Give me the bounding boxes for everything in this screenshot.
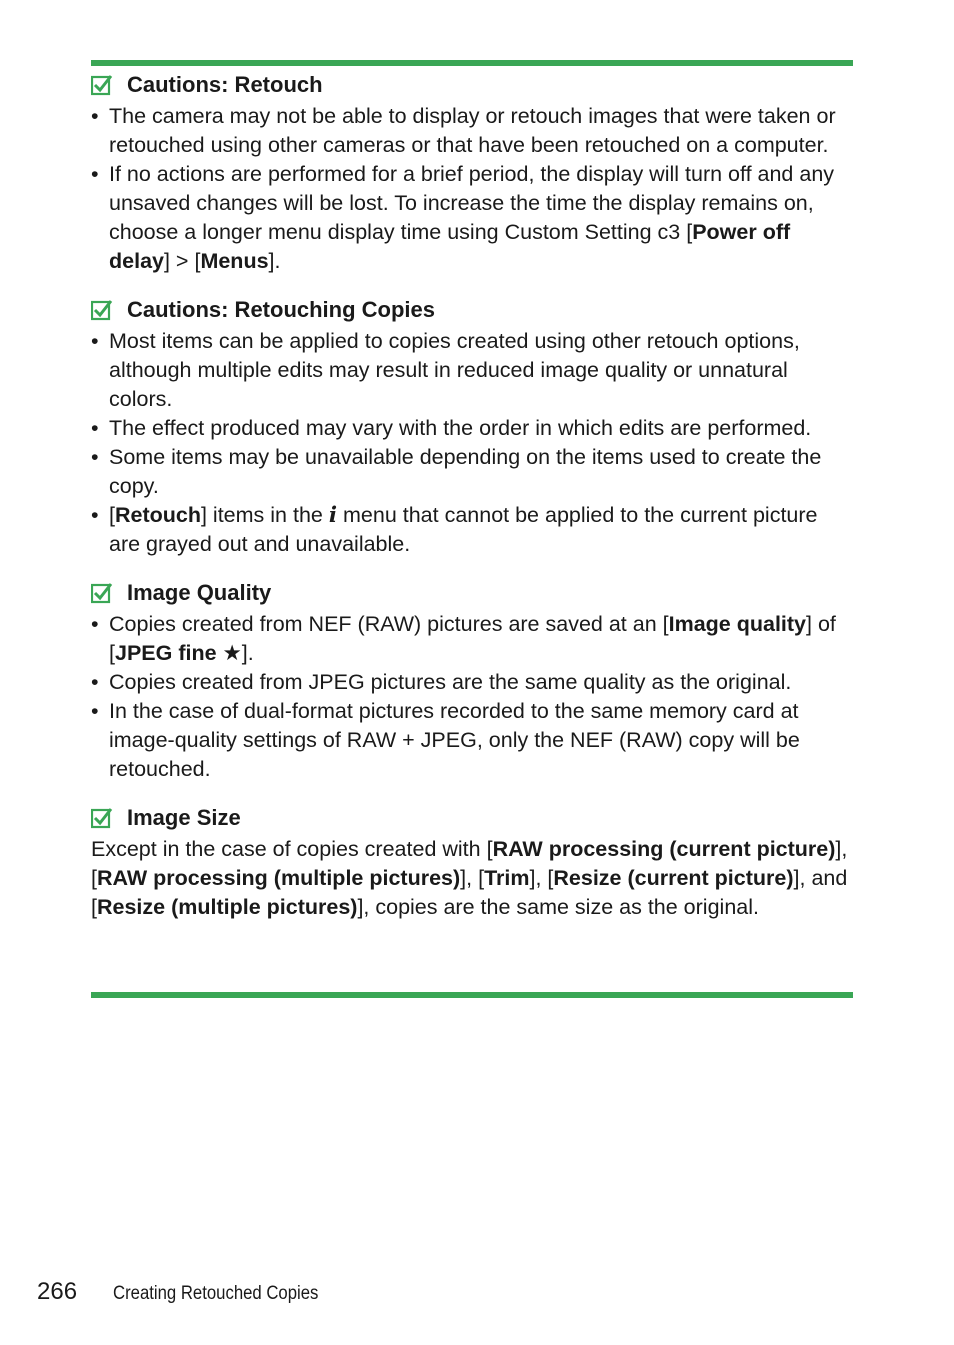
text-run: In the case of dual-format pictures recorded to the same memory card at image-quality settings of RAW + JPEG, only the NEF (RAW) copy will be retouched. bbox=[109, 699, 800, 781]
page-number: 266 bbox=[37, 1278, 78, 1305]
running-title: Creating Retouched Copies bbox=[113, 1283, 319, 1304]
check-note-icon bbox=[91, 807, 113, 829]
text-run: ], [ bbox=[460, 866, 485, 890]
text-run: Some items may be unavailable depending on the items used to create the copy. bbox=[109, 445, 822, 498]
text-run: Copies created from NEF (RAW) pictures are saved at an [ bbox=[109, 612, 669, 636]
text-run: ] > [ bbox=[163, 249, 201, 273]
page-footer bbox=[37, 1278, 346, 1306]
bold-term: Trim bbox=[484, 866, 530, 890]
list-item bbox=[91, 102, 853, 160]
text-run: ] of [ bbox=[109, 612, 836, 665]
check-note-icon bbox=[91, 299, 113, 321]
section-cautions-retouching-copies bbox=[91, 293, 853, 559]
i-menu-icon: i bbox=[328, 503, 338, 528]
bullet-list bbox=[91, 102, 853, 276]
list-item bbox=[91, 610, 853, 668]
list-item bbox=[91, 697, 853, 784]
section-image-size bbox=[91, 801, 853, 922]
text-run: Except in the case of copies created with [ bbox=[91, 837, 493, 861]
list-item bbox=[91, 327, 853, 414]
text-run: ], [ bbox=[529, 866, 554, 890]
text-run: Most items can be applied to copies created using other retouch options, although multiple edits may result in reduced image quality or unnatural colors. bbox=[109, 329, 800, 411]
bold-term: Menus bbox=[200, 249, 269, 273]
list-item bbox=[91, 443, 853, 501]
bold-term: Resize (multiple pictures) bbox=[96, 895, 358, 919]
size-paragraph bbox=[91, 835, 853, 922]
text-run: ] items in the bbox=[200, 503, 329, 527]
bold-term: Image quality bbox=[668, 612, 807, 636]
text-run: ], and [ bbox=[91, 866, 848, 919]
bold-term: RAW processing (current picture) bbox=[492, 837, 836, 861]
section-heading bbox=[91, 576, 853, 610]
section-title: Image Size bbox=[127, 805, 241, 830]
text-run: ], copies are the same size as the original. bbox=[357, 895, 759, 919]
list-item bbox=[91, 160, 853, 276]
list-item bbox=[91, 668, 853, 697]
top-divider bbox=[91, 60, 853, 66]
text-run: The effect produced may vary with the order in which edits are performed. bbox=[109, 416, 812, 440]
bullet-list bbox=[91, 327, 853, 559]
text-run: ], [ bbox=[91, 837, 848, 890]
list-item bbox=[91, 414, 853, 443]
text-run: Copies created from JPEG pictures are the same quality as the original. bbox=[109, 670, 792, 694]
bold-term: Resize (current picture) bbox=[553, 866, 794, 890]
section-heading bbox=[91, 801, 853, 835]
text-run: ]. bbox=[241, 641, 254, 665]
text-run: ]. bbox=[268, 249, 281, 273]
bold-term: Power off delay bbox=[109, 220, 791, 273]
bullet-list bbox=[91, 610, 853, 784]
bold-term: RAW processing (multiple pictures) bbox=[96, 866, 461, 890]
text-run: menu that cannot be applied to the current picture are grayed out and unavailable. bbox=[109, 503, 818, 556]
text-run: [ bbox=[109, 503, 115, 527]
text-run: If no actions are performed for a brief period, the display will turn off and any unsaved changes will be lost. To increase the time the display remains on, choose a longer menu display time using Custom Setting c3 [ bbox=[109, 162, 835, 244]
section-heading bbox=[91, 68, 853, 102]
section-title: Cautions: Retouch bbox=[127, 72, 323, 97]
check-note-icon bbox=[91, 582, 113, 604]
section-heading bbox=[91, 293, 853, 327]
check-note-icon bbox=[91, 74, 113, 96]
section-title: Cautions: Retouching Copies bbox=[127, 297, 435, 322]
bottom-divider bbox=[91, 992, 853, 998]
section-cautions-retouch bbox=[91, 68, 853, 276]
content bbox=[91, 68, 853, 939]
section-image-quality bbox=[91, 576, 853, 784]
bold-term: JPEG fine ★ bbox=[114, 641, 242, 665]
section-title: Image Quality bbox=[127, 580, 272, 605]
bold-term: Retouch bbox=[114, 503, 201, 527]
text-run: The camera may not be able to display or retouch images that were taken or retouched using other cameras or that have been retouched on a computer. bbox=[109, 104, 836, 157]
list-item bbox=[91, 501, 853, 559]
